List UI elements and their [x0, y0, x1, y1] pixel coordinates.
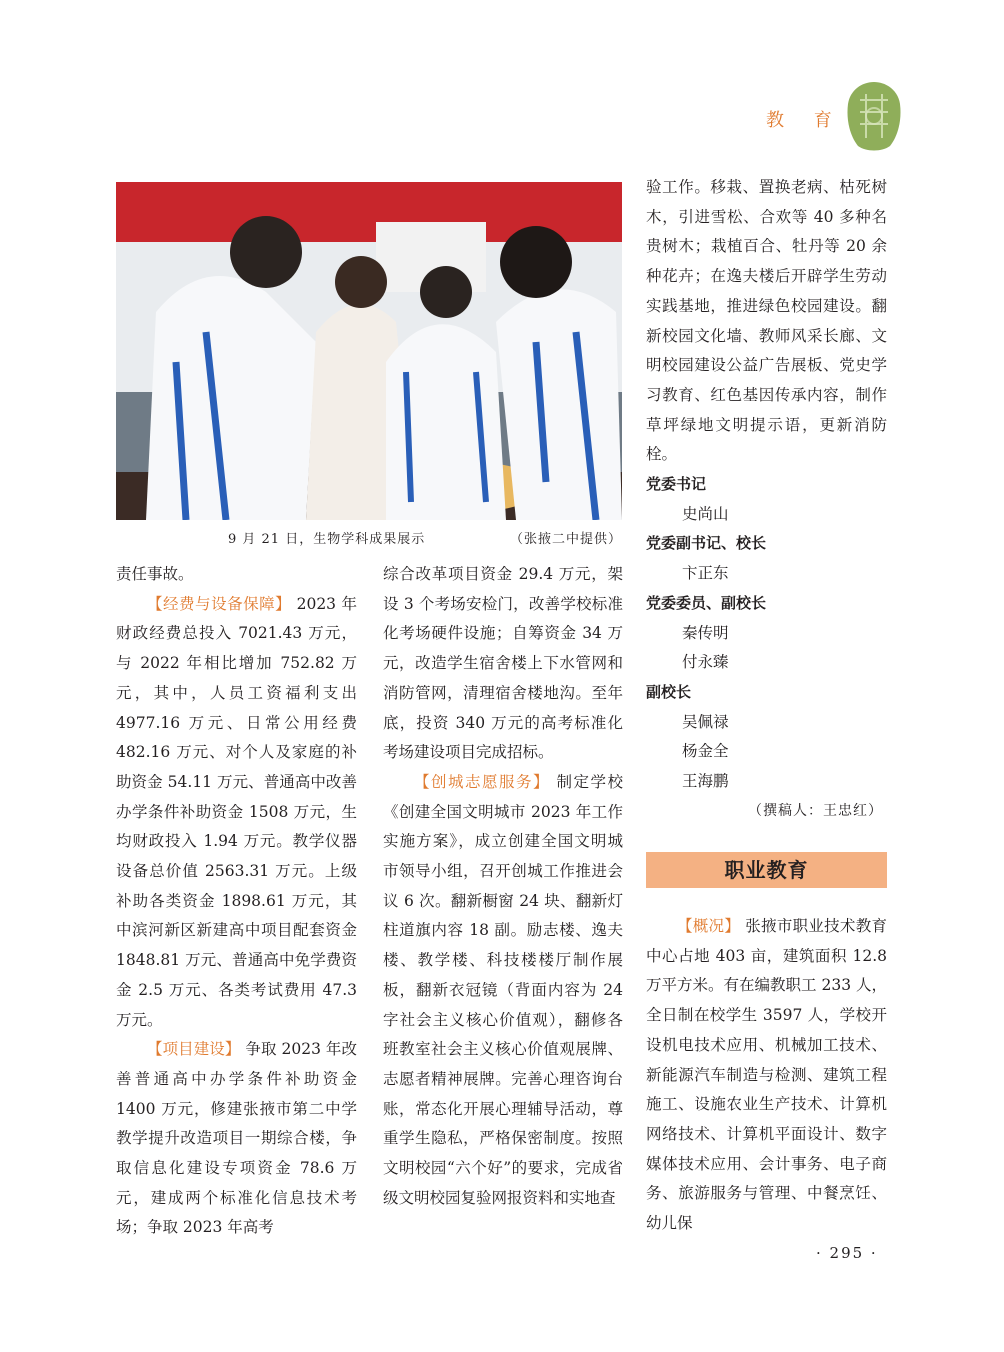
- person-name: 杨金全: [682, 742, 729, 761]
- paragraph-text: 制定学校《创建全国文明城市 2023 年工作实施方案》，成立创建全国文明城市领导小组，召开创城工作推进会议 6 次。翻新橱窗 24 块、翻新灯柱道旗内容 18 副。励志楼、逸夫楼、教学楼、科技楼楼厅制作展板，翻新衣冠镜（背面内容为 24 字社会主义核心价值观），翻修各班教室社会主义核心价值观展牌、志愿者精神展牌。完善心理咨询台账，常态化开展心理辅导活动，尊重学生隐私，严格保密制度。按照文明校园“六个好”的要求，完成省级文明校园复验网报资料和实地查: [383, 772, 623, 1207]
- role-title: 党委书记: [646, 475, 707, 494]
- person-name: 王海鹏: [682, 772, 729, 791]
- person-name: 吴佩禄: [682, 712, 729, 731]
- paragraph-text: 张掖市职业技术教育中心占地 403 亩，建筑面积 12.8 万平方米。有在编教职工 233 人，全日制在校学生 3597 人，学校开设机电技术应用、机械加工技术、新能源汽车制造与检测、建筑工程施工、设施农业生产技术、计算机网络技术、计算机平面设计、数字媒体技术应用、会计事务、电子商务、旅游服务与管理、中餐烹饪、幼儿保: [646, 917, 887, 1233]
- author-credit: （撰稿人：王忠红）: [748, 802, 883, 819]
- seal-icon: [846, 80, 902, 152]
- paragraph-volunteer: [383, 768, 623, 1214]
- section-tag: 【创城志愿服务】: [414, 772, 551, 791]
- column-3-lower: [646, 912, 887, 1239]
- person-name: 秦传明: [682, 623, 729, 642]
- column-2: [383, 560, 623, 1213]
- role-title: 副校长: [646, 682, 692, 701]
- paragraph-funding: [116, 590, 357, 1036]
- paragraph-overview: [646, 912, 887, 1239]
- paragraph-text: 争取 2023 年改善普通高中办学条件补助资金 1400 万元，修建张掖市第二中学教学提升改造项目一期综合楼，争取信息化建设专项资金 78.6 万元，建成两个标准化信息技术考场；争取 2023 年高考: [116, 1040, 357, 1237]
- section-tag: 【经费与设备保障】: [147, 594, 292, 613]
- section-title-vocational: 职业教育: [646, 852, 887, 888]
- person-name: 卞正东: [682, 564, 729, 583]
- caption-text: 9 月 21 日，生物学科成果展示: [228, 532, 426, 547]
- paragraph: 责任事故。: [116, 565, 194, 583]
- section-tag: 【概况】: [677, 917, 741, 935]
- page-number: · 295 ·: [816, 1244, 878, 1262]
- paragraph-projects: [116, 1035, 357, 1243]
- section-header: 教 育: [766, 110, 844, 131]
- column-3: [646, 173, 887, 826]
- column-1: [116, 560, 357, 1243]
- caption-credit: （张掖二中提供）: [509, 532, 622, 547]
- paragraph-text: 2023 年财政经费总投入 7021.43 万元，与 2022 年相比增加 752.82 万元，其中，人员工资福利支出 4977.16 万元、日常公用经费 482.16 万元、对个人及家庭的补助资金 54.11 万元、普通高中改善办学条件补助资金 1508 万元，生均财政投入 1.94 万元。教学仪器设备总价值 2563.31 万元。上级补助各类资金 1898.61 万元，其中滨河新区新建高中项目配套资金 1848.81 万元、普通高中免学费资金 2.5 万元、各类考试费用 47.3 万元。: [116, 594, 357, 1029]
- section-tag: 【项目建设】: [147, 1040, 241, 1059]
- paragraph: 验工作。移栽、置换老病、枯死树木，引进雪松、合欢等 40 多种名贵树木；栽植百合、牡丹等 20 余种花卉；在逸夫楼后开辟学生劳动实践基地，推进绿色校园建设。翻新校园文化墙、教师风采长廊、文明校园建设公益广告展板、党史学习教育、红色基因传承内容，制作草坪绿地文明提示语，更新消防栓。: [646, 178, 887, 464]
- person-name: 付永臻: [682, 653, 729, 672]
- paragraph: 综合改革项目资金 29.4 万元，架设 3 个考场安检门，改善学校标准化考场硬件设施；自筹资金 34 万元，改造学生宿舍楼上下水管网和消防管网，清理宿舍楼地沟。至年底，投资 340 万元的高考标准化考场建设项目完成招标。: [383, 565, 623, 762]
- person-name: 史尚山: [682, 504, 729, 523]
- role-title: 党委委员、副校长: [646, 593, 767, 612]
- photo: [116, 182, 622, 520]
- role-title: 党委副书记、校长: [646, 534, 767, 553]
